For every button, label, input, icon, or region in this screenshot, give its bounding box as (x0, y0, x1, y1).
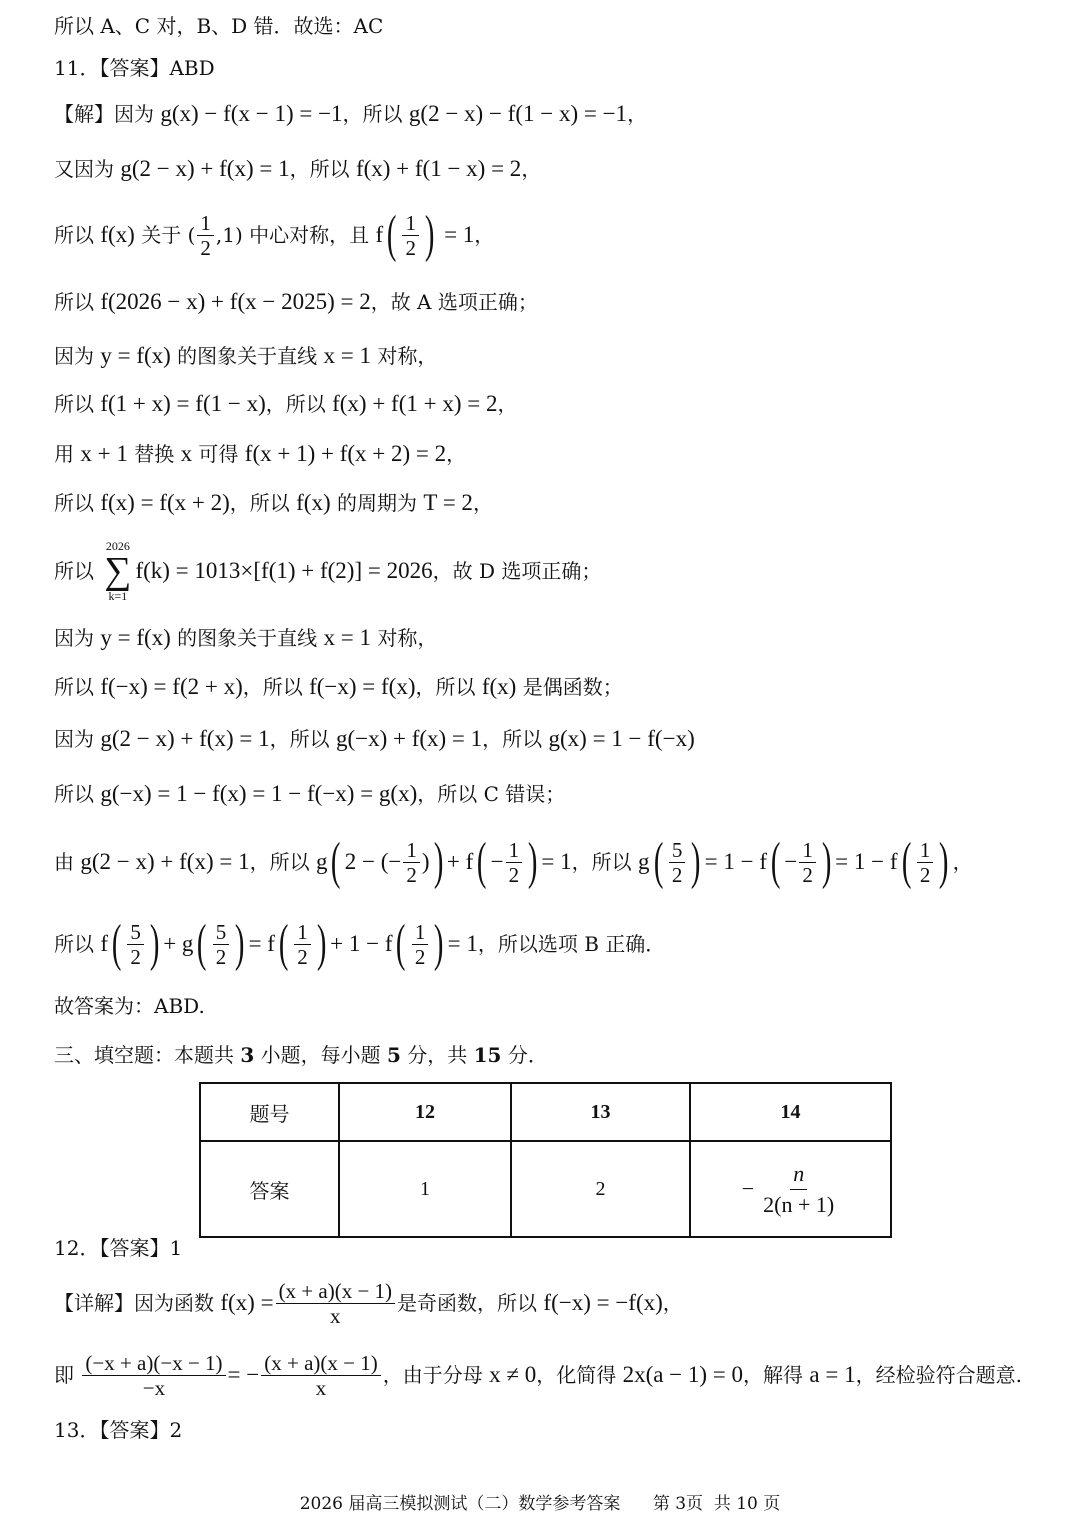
line-1: 所以 A、C 对，B、D 错．故选：AC (54, 14, 384, 38)
line-15: 所以 g(−x) = 1 − f(x) = 1 − f(−x) = g(x) ，所以 C 错误； (54, 781, 566, 806)
fraction: $\frac{(x + a)(x - 1)}{x}$ (261, 1351, 380, 1400)
fraction: $\frac{1}{2}$ (402, 211, 419, 260)
table-header-row (200, 1083, 891, 1141)
line-7: 因为 y = f(x) 的图象关于直线 x = 1 对称， (54, 343, 438, 368)
line-14: 因为 g(2 − x) + f(x) = 1 ，所以 g(−x) + f(x) = 1 ，所以 g(x) = 1 − f(−x) (54, 726, 695, 751)
line-2: 11．【答案】ABD (54, 56, 215, 80)
fraction: $\frac{1}{2}$ (917, 838, 934, 887)
fraction: $\frac{1}{2}$ (412, 920, 429, 969)
table-header-cell: 13 (511, 1083, 690, 1141)
line-3: 【解】因为 g(x) − f(x − 1) = −1 ，所以 g(2 − x) − f(1 − x) = −1 ， (54, 101, 648, 126)
table-header-cell: 12 (339, 1083, 511, 1141)
answer-table (199, 1082, 892, 1238)
fraction: $\frac{(x + a)(x - 1)}{x}$ (276, 1279, 395, 1328)
line-12: 因为 y = f(x) 的图象关于直线 x = 1 对称， (54, 625, 438, 650)
fraction: $\frac{5}{2}$ (127, 920, 144, 969)
line-21: 【详解】因为函数 f(x) = $\frac{(x + a)(x - 1)}{x}$ 是奇函数，所以 f(−x) = −f(x) ， (54, 1278, 683, 1328)
page-footer: 2026 届高三模拟测试（二）数学参考答案 第 3页 共 10 页 (299, 1494, 781, 1514)
line-22: 即 $\frac{(-x + a)(-x - 1)}{-x}$ = − $\frac{(x + a)(x - 1)}{x}$ ，由于分母 x ≠ 0 ，化简得 2x(a − 1) = 0 ，解得 a = 1 ，经检验符合题意. (54, 1350, 1022, 1400)
table-cell: 2 (511, 1141, 690, 1237)
line-18: 故答案为：ABD. (54, 994, 205, 1018)
fraction: $\frac{1}{2}$ (403, 838, 420, 887)
fraction: $\frac{5}{2}$ (213, 920, 230, 969)
fraction: $\frac{(-x + a)(-x - 1)}{-x}$ (82, 1351, 225, 1400)
line-23: 13．【答案】2 (54, 1418, 183, 1442)
section-heading: 三、填空题：本题共 3 小题，每小题 5 分，共 15 分． (54, 1043, 548, 1067)
line-8: 所以 f(1 + x) = f(1 − x) ，所以 f(x) + f(1 + x) = 2 ， (54, 391, 518, 416)
line-6: 所以 f(2026 − x) + f(x − 2025) = 2 ，故 A 选项正确； (54, 289, 538, 314)
fraction: $\frac{1}{2}$ (294, 920, 311, 969)
table-header-cell: 14 (690, 1083, 891, 1141)
summation-symbol: 2026 ∑ k=1 (104, 539, 132, 603)
fraction: $\frac{1}{2}$ (506, 838, 523, 887)
table-row-label: 答案 (200, 1141, 339, 1237)
table-row (200, 1141, 891, 1237)
table-cell: 1 (339, 1141, 511, 1237)
line-5: 所以 f(x) 关于 ( $\frac{1}{2}$ ,1) 中心对称，且 f ( $\frac{1}{2}$ ) = 1 ， (54, 206, 495, 263)
fraction: $\frac{1}{2}$ (799, 838, 816, 887)
line-17: 所以 f ( $\frac{5}{2}$ ) + g ( $\frac{5}{2}$ ) = f ( $\frac{1}{2}$ ) + 1 − f ( $\frac{1}{2}$ ) = 1 ，所以选项 B 正确． (54, 915, 666, 972)
line-16: 由 g(2 − x) + f(x) = 1 ，所以 g ( 2 − (− $\frac{1}{2}$ ) ) + f ( − $\frac{1}{2}$ ) = 1 ，所以 g ( $\frac{5}{2}$ ) = 1 − f ( − $\frac{1}{2}$ ) = 1 − f ( $\frac{1}{2}$ ) ， (54, 833, 973, 890)
line-4: 又因为 g(2 − x) + f(x) = 1 ，所以 f(x) + f(1 − x) = 2 ， (54, 156, 542, 181)
line-13: 所以 f(−x) = f(2 + x) ，所以 f(−x) = f(x) ，所以 f(x) 是偶函数； (54, 674, 623, 699)
line-10: 所以 f(x) = f(x + 2) ，所以 f(x) 的周期为 T = 2 ， (54, 490, 493, 515)
line-9: 用 x + 1 替换 x 可得 f(x + 1) + f(x + 2) = 2 ， (54, 441, 467, 466)
table-cell: − $\frac{n}{2(n + 1)}$ (690, 1141, 891, 1237)
line-11: 所以 2026 ∑ k=1 f(k) = 1013×[f(1) + f(2)] = 2026 ，故 D 选项正确； (54, 539, 602, 603)
table-header-cell: 题号 (200, 1083, 339, 1141)
fraction: $\frac{5}{2}$ (669, 838, 686, 887)
line-20: 12．【答案】1 (54, 1236, 183, 1260)
fraction: $\frac{1}{2}$ (197, 211, 214, 260)
